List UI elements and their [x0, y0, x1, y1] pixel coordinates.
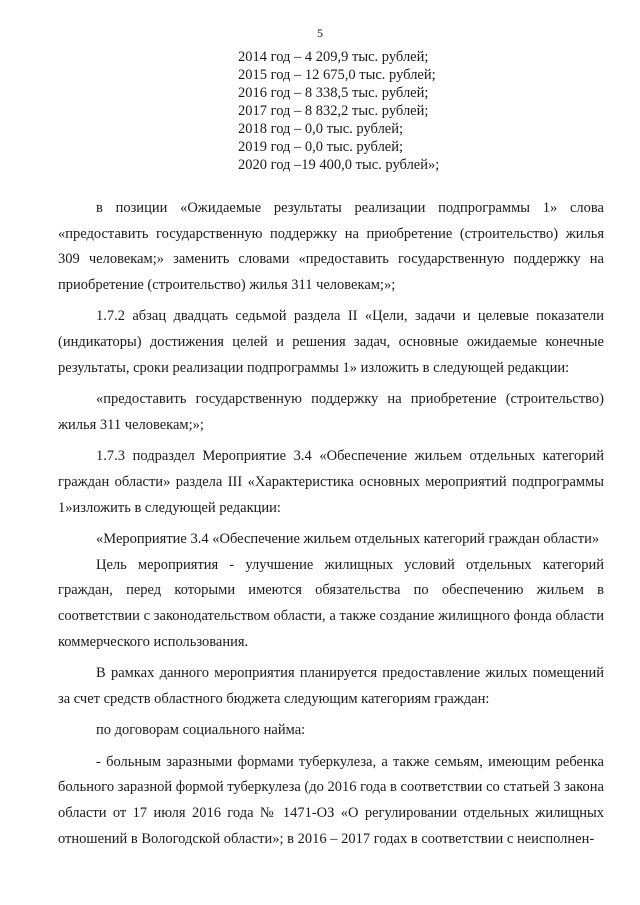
budget-line-2017: 2017 год – 8 832,2 тыс. рублей; [238, 103, 429, 119]
budget-list [238, 48, 439, 174]
paragraph-categories-intro: В рамках данного мероприятия планируется предоставление жилых помещений за счет средств областного бюджета следующим категориям граждан: [58, 665, 604, 707]
paragraph-quote-311: «предоставить государственную поддержку на приобретение (строительство) жилья 311 человекам;»; [58, 391, 604, 433]
budget-line-2018: 2018 год – 0,0 тыс. рублей; [238, 121, 404, 137]
page-number: 5 [317, 26, 323, 40]
budget-line-2015: 2015 год – 12 675,0 тыс. рублей; [238, 67, 436, 83]
paragraph-1-7-3: 1.7.3 подраздел Мероприятие 3.4 «Обеспечение жильем отдельных категорий граждан области» раздела III «Характеристика основных мероприятий подпрограммы 1»изложить в следующей редакции: [58, 448, 604, 516]
paragraph-1-7-2: 1.7.2 абзац двадцать седьмой раздела II «Цели, задачи и целевые показатели (индикаторы) достижения целей и решения задач, основные ожидаемые конечные результаты, сроки реализации подпрограммы 1» изложить в следующей редакции: [58, 308, 604, 376]
paragraph-social-rent: по договорам социального найма: [96, 722, 306, 739]
budget-line-2016: 2016 год – 8 338,5 тыс. рублей; [238, 85, 429, 101]
paragraph-measure-3-4-title: «Мероприятие 3.4 «Обеспечение жильем отдельных категорий граждан области» [96, 531, 600, 548]
document-body [58, 196, 604, 852]
budget-line-2020: 2020 год –19 400,0 тыс. рублей»; [238, 157, 440, 173]
budget-line-2019: 2019 год – 0,0 тыс. рублей; [238, 139, 404, 155]
paragraph-measure-goal: Цель мероприятия - улучшение жилищных условий отдельных категорий граждан, перед которыми имеются обязательства по обеспечению жильем в соответствии с законодательством области, а также создание жилищного фонда области коммерческого использования. [58, 556, 604, 650]
budget-line-2014: 2014 год – 4 209,9 тыс. рублей; [238, 49, 429, 65]
paragraph-tuberculosis: - больным заразными формами туберкулеза, а также семьям, имеющим ребенка больного заразной формой туберкулеза (до 2016 года в соответствии со статьей 3 закона области от 17 июля 2016 года № 1471-ОЗ «О регулировании отдельных жилищных отношений в Вологодской области»; в 2016 – 2017 годах в соответствии с неисполнен- [58, 753, 604, 847]
paragraph-expected-results: в позиции «Ожидаемые результаты реализации подпрограммы 1» слова «предоставить государственную поддержку на приобретение (строительство) жилья 309 человекам;» заменить словами «предоставить государственную поддержку на приобретение (строительство) жилья 311 человекам;»; [58, 200, 604, 293]
